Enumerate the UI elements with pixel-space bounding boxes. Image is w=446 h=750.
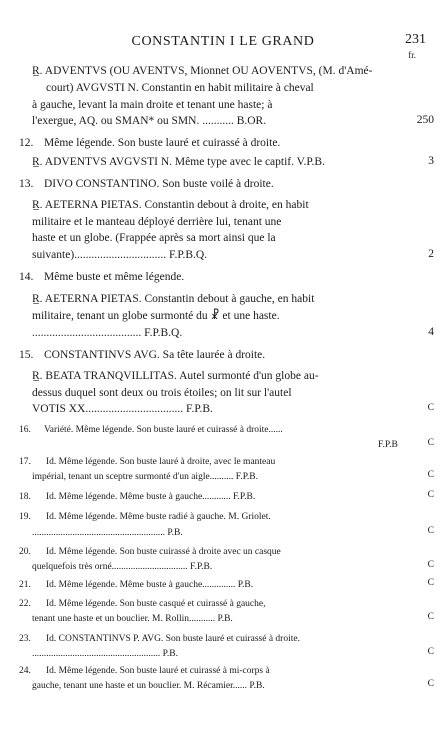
entry-number: 23.: [19, 634, 31, 644]
entry-price: C: [427, 560, 434, 570]
entry-line: R̲. BEATA TRANQVILLITAS. Autel surmonté d'un globe au-: [32, 370, 319, 382]
entry-line: à gauche, levant la main droite et tenant une haste; à: [32, 99, 273, 111]
entry-number: 13.: [19, 178, 34, 190]
entry-price: C: [427, 679, 434, 689]
entry-line: court) AVGVSTI N. Constantin en habit militaire à cheval: [46, 82, 314, 94]
entry-line: dessus duquel sont deux ou trois étoiles; on lit sur l'autel: [32, 387, 292, 399]
entry-line: Id. Même légende. Son buste lauré et cuirassé à mi-corps à: [46, 666, 270, 676]
page-number: 231: [405, 32, 426, 47]
entry-price: C: [427, 470, 434, 480]
entry-line: suivante)................................ F.P.B.Q.: [32, 249, 208, 261]
entry-number: 19.: [19, 512, 31, 522]
entry-price: C: [427, 578, 434, 588]
entry-line: ...................................... F.P.B.Q.: [32, 327, 183, 339]
entry-line: gauche, tenant une haste et un bouclier. M. Récamier...... P.B.: [32, 681, 265, 691]
entry-number: 14.: [19, 271, 34, 283]
entry-price: C: [427, 490, 434, 500]
entry-number: 12.: [19, 137, 34, 149]
price-column-label: fr.: [408, 50, 416, 60]
entry-number: 22.: [19, 599, 31, 609]
entry-line: DIVO CONSTANTINO. Son buste voilé à droite.: [44, 178, 274, 190]
entry-price: C: [427, 647, 434, 657]
entry-line: Id. Même légende. Même buste à gauche.............. P.B.: [46, 580, 254, 590]
entry-number: 18.: [19, 492, 31, 502]
entry-line: R̲. AETERNA PIETAS. Constantin debout à gauche, en habit: [32, 293, 315, 305]
entry-line: Id. Même légende. Même buste à gauche............ F.P.B.: [46, 492, 256, 502]
entry-number: 21.: [19, 580, 31, 590]
entry-price: 4: [428, 326, 434, 338]
entry-line: militaire et le manteau déployé derrière lui, tenant une: [32, 216, 282, 228]
running-title: CONSTANTIN I LE GRAND: [131, 34, 315, 49]
entry-line: CONSTANTINVS AVG. Sa tête laurée à droite.: [44, 349, 266, 361]
entry-line: quelquefois très orné................................ F.P.B.: [32, 562, 213, 572]
entry-line: Même buste et même légende.: [44, 271, 185, 283]
entry-price: 2: [428, 248, 434, 260]
entry-price: 3: [428, 155, 434, 167]
entry-number: 20.: [19, 547, 31, 557]
entry-line: R̲. ADVENTVS AVGVSTI N. Même type avec le captif. V.P.B.: [32, 156, 325, 168]
entry-price: 250: [416, 114, 434, 126]
entry-line: R̲. AETERNA PIETAS. Constantin debout à droite, en habit: [32, 199, 309, 211]
entry-price: C: [427, 403, 434, 413]
entry-line: Id. Même légende. Son buste lauré à droite, avec le manteau: [46, 457, 276, 467]
entry-line: Variété. Même légende. Son buste lauré et cuirassé à droite......: [44, 425, 283, 435]
entry-line: ........................................................ P.B.: [32, 528, 183, 538]
entry-number: 16.: [19, 425, 31, 435]
entry-line: Id. Même légende. Son buste cuirassé à droite avec un casque: [46, 547, 281, 557]
entry-line: impérial, tenant un sceptre surmonté d'un aigle.......... F.P.B.: [32, 472, 259, 482]
entry-price: C: [427, 526, 434, 536]
entry-line: R̲. ADVENTVS (OU AVENTVS, Mionnet OU AOVENTVS, (M. d'Amé-: [32, 65, 373, 77]
entry-line: l'exergue, AQ. ou SMAN* ou SMN. ........... B.OR.: [32, 115, 267, 127]
entry-line: tenant une haste et un bouclier. M. Rollin........... P.B.: [32, 614, 233, 624]
entry-line: Id. CONSTANTINVS P. AVG. Son buste lauré et cuirassé à droite.: [46, 634, 300, 644]
entry-number: 17.: [19, 457, 31, 467]
entry-line: Même légende. Son buste lauré et cuirassé à droite.: [44, 137, 281, 149]
entry-line: Id. Même légende. Même buste radié à gauche. M. Griolet.: [46, 512, 271, 522]
entry-line: ...................................................... P.B.: [32, 649, 178, 659]
entry-price: C: [427, 612, 434, 622]
entry-line: F.P.B: [378, 440, 398, 450]
entry-line: militaire, tenant un globe surmonté du ☧ et une haste.: [32, 310, 280, 322]
entry-line: VOTIS XX.................................. F.P.B.: [32, 403, 213, 415]
entry-line: Id. Même légende. Son buste casqué et cuirassé à gauche,: [46, 599, 266, 609]
entry-line: haste et un globe. (Frappée après sa mort ainsi que la: [32, 232, 276, 244]
entry-price: C: [427, 438, 434, 448]
entry-number: 24.: [19, 666, 31, 676]
entry-number: 15.: [19, 349, 34, 361]
